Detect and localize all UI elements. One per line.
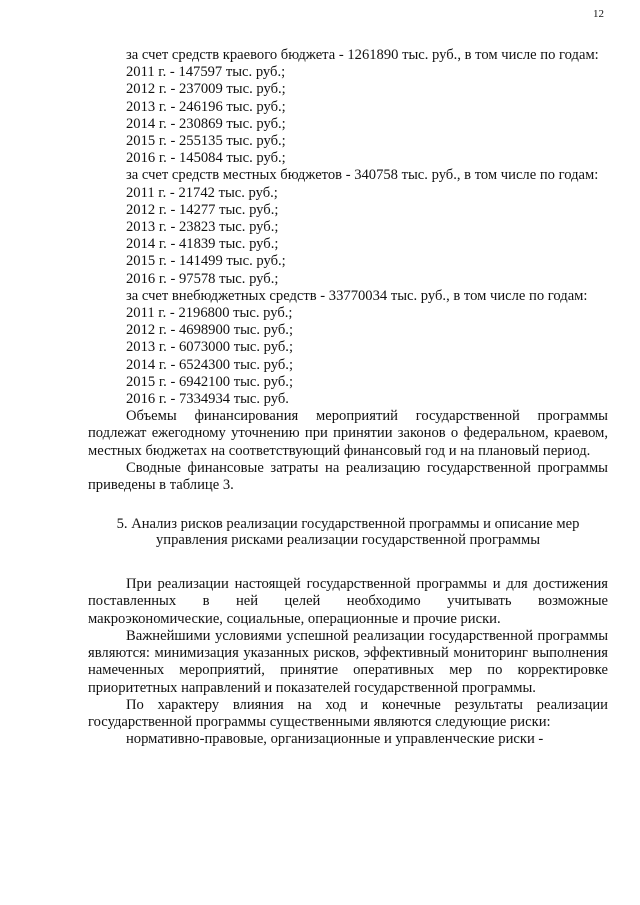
paragraph-risks-2: Важнейшими условиями успешной реализации государственной программы являются: минимизация указанных рисков, эффективный мониторинг выполнения намеченных мероприятий, принятие оперативных мер по корректировке приоритетных направлений и показателей государственной программы.	[88, 627, 608, 696]
list-item: 2012 г. - 237009 тыс. руб.;	[126, 81, 286, 98]
list-item: 2015 г. - 255135 тыс. руб.;	[126, 133, 286, 150]
list-item: 2013 г. - 23823 тыс. руб.;	[126, 219, 279, 236]
list-item: 2014 г. - 41839 тыс. руб.;	[126, 236, 279, 253]
list-item: 2013 г. - 6073000 тыс. руб.;	[126, 339, 294, 356]
paragraph-risks-3: По характеру влияния на ход и конечные результаты реализации государственной программы существенными являются следующие риски:	[88, 696, 608, 730]
list-item: 2015 г. - 141499 тыс. руб.;	[126, 253, 286, 270]
list-item: 2013 г. - 246196 тыс. руб.;	[126, 98, 286, 115]
list-item: 2016 г. - 145084 тыс. руб.;	[126, 150, 286, 167]
list-item: 2015 г. - 6942100 тыс. руб.;	[126, 373, 294, 390]
list-item: 2014 г. - 230869 тыс. руб.;	[126, 115, 286, 132]
paragraph-risks-4: нормативно-правовые, организационные и управленческие риски -	[126, 731, 544, 748]
paragraph-risks-1: При реализации настоящей государственной программы и для достижения поставленных в ней целей необходимо учитывать возможные макроэкономические, социальные, операционные и прочие риски.	[88, 576, 608, 627]
section-heading: 5. Анализ рисков реализации государственной программы и описание мер управления рисками реализации государственной программы	[116, 516, 580, 549]
list-item: 2016 г. - 97578 тыс. руб.;	[126, 270, 279, 287]
page-number: 12	[593, 8, 604, 20]
list-item: 2011 г. - 2196800 тыс. руб.;	[126, 305, 293, 322]
list-item: 2012 г. - 14277 тыс. руб.;	[126, 201, 279, 218]
local-budget-list	[88, 185, 608, 288]
regional-budget-list	[88, 64, 608, 167]
paragraph-summary: Сводные финансовые затраты на реализацию государственной программы приведены в таблице 3.	[88, 459, 608, 494]
regional-budget-intro: за счет средств краевого бюджета - 1261890 тыс. руб., в том числе по годам:	[126, 47, 599, 63]
list-item: 2011 г. - 21742 тыс. руб.;	[126, 184, 278, 201]
extrabudget-list	[88, 305, 608, 408]
extrabudget-intro: за счет внебюджетных средств - 33770034 тыс. руб., в том числе по годам:	[126, 287, 588, 304]
list-item: 2012 г. - 4698900 тыс. руб.;	[126, 322, 294, 339]
paragraph-volumes: Объемы финансирования мероприятий государственной программы подлежат ежегодному уточнению при принятии законов о федеральном, краевом, местных бюджетах на соответствующий финансовый год и на плановый период.	[88, 408, 608, 459]
page-content	[88, 47, 608, 748]
list-item: 2014 г. - 6524300 тыс. руб.;	[126, 356, 294, 373]
list-item: 2011 г. - 147597 тыс. руб.;	[126, 64, 286, 81]
local-budget-intro: за счет средств местных бюджетов - 340758 тыс. руб., в том числе по годам:	[126, 167, 599, 184]
spacer	[88, 548, 608, 576]
list-item: 2016 г. - 7334934 тыс. руб.	[126, 391, 289, 408]
